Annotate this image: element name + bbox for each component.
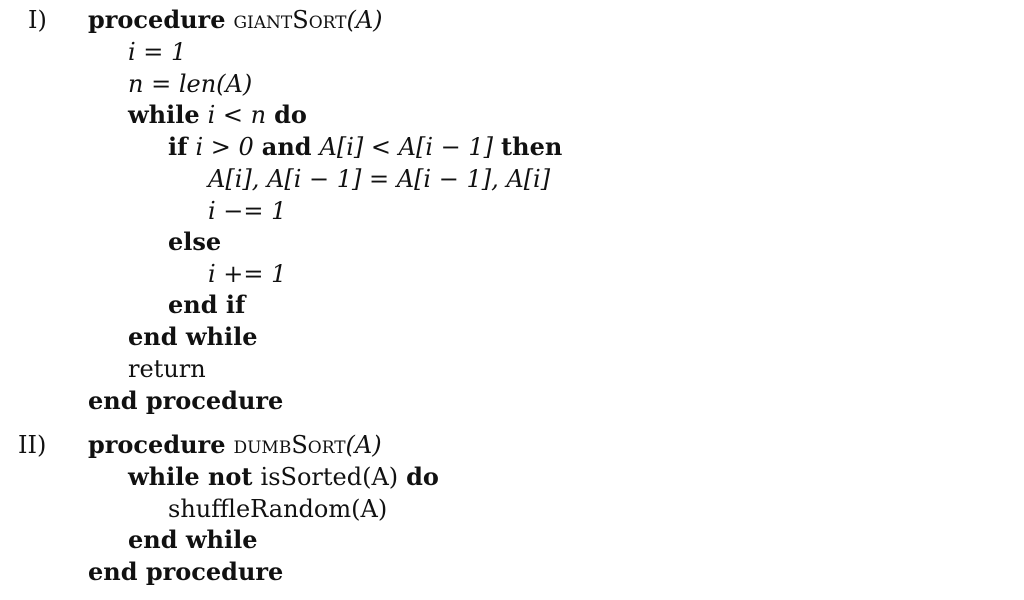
else-keyword: else [168, 227, 222, 256]
end-procedure-keyword: end procedure [88, 557, 284, 586]
procedure-name-rest: Sort [292, 6, 347, 34]
if-condition-2: A[i] < A[i − 1] [319, 133, 494, 161]
code-line: A[i], A[i − 1] = A[i − 1], A[i] [208, 165, 551, 193]
code-line-while [128, 100, 307, 130]
algorithm-2-header [88, 430, 382, 460]
while-keyword: while [128, 100, 200, 129]
shuffle-random-call: shuffleRandom(A) [168, 495, 388, 523]
code-line: i −= 1 [208, 197, 287, 225]
procedure-name-smallcaps: dumb [233, 431, 292, 459]
algorithm-1-label: I) [28, 6, 47, 34]
end-if-keyword: end if [168, 290, 246, 319]
code-line: n = len(A) [128, 70, 253, 98]
is-sorted-call: isSorted(A) [260, 463, 399, 491]
algorithm-1-header [88, 5, 383, 35]
procedure-keyword: procedure [88, 5, 226, 34]
return-statement: return [128, 355, 206, 383]
code-line: i += 1 [208, 260, 287, 288]
do-keyword: do [406, 462, 439, 491]
procedure-args: (A) [346, 6, 383, 34]
procedure-name-rest: Sort [291, 431, 346, 459]
procedure-keyword: procedure [88, 430, 226, 459]
then-keyword: then [501, 132, 563, 161]
while-not-keyword: while not [128, 462, 253, 491]
algorithm-2-label: II) [18, 431, 47, 459]
code-line-if [168, 132, 562, 162]
if-keyword: if [168, 132, 188, 161]
procedure-args: (A) [345, 431, 382, 459]
code-line-while-not [128, 462, 439, 492]
and-keyword: and [261, 132, 312, 161]
code-line: i = 1 [128, 38, 187, 66]
if-condition-1: i > 0 [195, 133, 254, 161]
end-while-keyword: end while [128, 322, 258, 351]
do-keyword: do [274, 100, 307, 129]
end-while-keyword: end while [128, 525, 258, 554]
while-condition: i < n [207, 101, 267, 129]
procedure-name-smallcaps: giant [233, 6, 293, 34]
end-procedure-keyword: end procedure [88, 386, 284, 415]
